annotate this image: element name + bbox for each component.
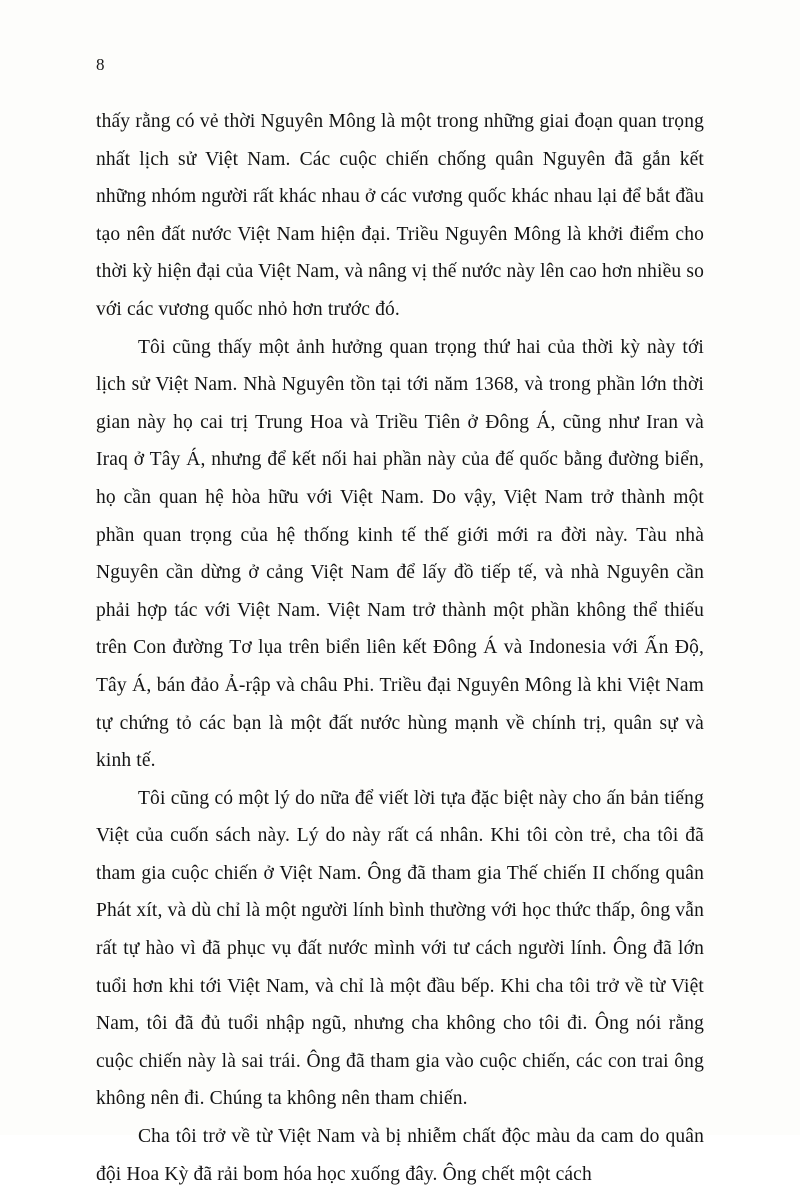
paragraph: thấy rằng có vẻ thời Nguyên Mông là một trong những giai đoạn quan trọng nhất lịch sử Việt Nam. Các cuộc chiến chống quân Nguyên đã gắn kết những nhóm người rất khác nhau ở các vương quốc khác nhau lại để bắt đầu tạo nên đất nước Việt Nam hiện đại. Triều Nguyên Mông là khởi điểm cho thời kỳ hiện đại của Việt Nam, và nâng vị thế nước này lên cao hơn nhiều so với các vương quốc nhỏ hơn trước đó. bbox=[96, 111, 704, 320]
paragraph: Tôi cũng có một lý do nữa để viết lời tựa đặc biệt này cho ấn bản tiếng Việt của cuốn sách này. Lý do này rất cá nhân. Khi tôi còn trẻ, cha tôi đã tham gia cuộc chiến ở Việt Nam. Ông đã tham gia Thế chiến II chống quân Phát xít, và dù chỉ là một người lính bình thường với học thức thấp, ông vẫn rất tự hào vì đã phục vụ đất nước mình với tư cách người lính. Ông đã lớn tuổi hơn khi tới Việt Nam, và chỉ là một đầu bếp. Khi cha tôi trở về từ Việt Nam, tôi đã đủ tuổi nhập ngũ, nhưng cha không cho tôi đi. Ông nói rằng cuộc chiến này là sai trái. Ông đã tham gia vào cuộc chiến, các con trai ông không nên đi. Chúng ta không nên tham chiến. bbox=[96, 787, 704, 1110]
paragraph: Tôi cũng thấy một ảnh hưởng quan trọng thứ hai của thời kỳ này tới lịch sử Việt Nam. Nhà Nguyên tồn tại tới năm 1368, và trong phần lớn thời gian này họ cai trị Trung Hoa và Triều Tiên ở Đông Á, cũng như Iran và Iraq ở Tây Á, nhưng để kết nối hai phần này của đế quốc bằng đường biển, họ cần quan hệ hòa hữu với Việt Nam. Do vậy, Việt Nam trở thành một phần quan trọng của hệ thống kinh tế thế giới mới ra đời này. Tàu nhà Nguyên cần dừng ở cảng Việt Nam để lấy đồ tiếp tế, và nhà Nguyên cần phải hợp tác với Việt Nam. Việt Nam trở thành một phần không thể thiếu trên Con đường Tơ lụa trên biển liên kết Đông Á và Indonesia với Ấn Độ, Tây Á, bán đảo Ả-rập và châu Phi. Triều đại Nguyên Mông là khi Việt Nam tự chứng tỏ các bạn là một đất nước hùng mạnh về chính trị, quân sự và kinh tế. bbox=[96, 336, 704, 772]
paragraph: Cha tôi trở về từ Việt Nam và bị nhiễm chất độc màu da cam do quân đội Hoa Kỳ đã rải bom hóa học xuống đây. Ông chết một cách bbox=[96, 1126, 704, 1185]
page-number: 8 bbox=[96, 55, 105, 74]
body-text-column bbox=[96, 103, 704, 1193]
